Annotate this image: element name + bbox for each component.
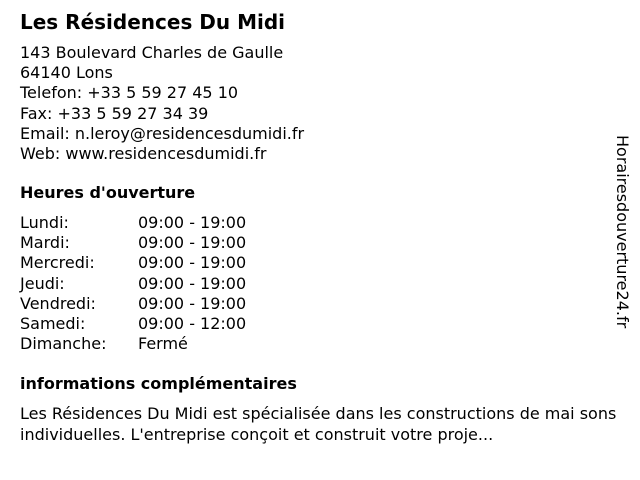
hours-row-wednesday bbox=[20, 253, 246, 273]
additional-info-heading: informations complémentaires bbox=[20, 374, 297, 393]
phone-number[interactable]: +33 5 59 27 45 10 bbox=[87, 83, 239, 103]
hours-row-friday bbox=[20, 294, 246, 314]
email-label: Email: bbox=[20, 123, 70, 143]
fax-line bbox=[20, 104, 304, 124]
hours-time: 09:00 - 19:00 bbox=[138, 253, 247, 273]
website-link[interactable]: www.residencesdumidi.fr bbox=[65, 144, 267, 164]
hours-row-thursday bbox=[20, 274, 246, 294]
hours-row-saturday bbox=[20, 314, 246, 334]
phone-label: Telefon: bbox=[20, 83, 83, 103]
hours-day: Vendredi: bbox=[20, 293, 96, 313]
hours-day: Mercredi: bbox=[20, 253, 95, 273]
hours-day: Jeudi: bbox=[20, 273, 65, 293]
hours-time: 09:00 - 19:00 bbox=[138, 213, 247, 232]
hours-day: Samedi: bbox=[20, 314, 86, 334]
address-city: 64140 Lons bbox=[20, 63, 113, 83]
hours-day: Dimanche: bbox=[20, 334, 107, 354]
hours-day: Mardi: bbox=[20, 233, 70, 253]
business-name: Les Résidences Du Midi bbox=[20, 10, 286, 34]
contact-info bbox=[20, 43, 304, 164]
hours-row-tuesday bbox=[20, 233, 246, 253]
hours-row-monday bbox=[20, 213, 246, 233]
business-description: Les Résidences Du Midi est spécialisée dans les constructions de mai sons individuelles. L'entreprise conçoit et construit votre proje... bbox=[20, 404, 617, 444]
web-label: Web: bbox=[20, 144, 61, 164]
hours-time: 09:00 - 19:00 bbox=[138, 273, 247, 293]
site-watermark: Horairesdouverture24.fr bbox=[613, 135, 632, 329]
fax-label: Fax: bbox=[20, 103, 53, 123]
web-line bbox=[20, 144, 304, 164]
opening-hours-heading: Heures d'ouverture bbox=[20, 183, 196, 202]
address-street: 143 Boulevard Charles de Gaulle bbox=[20, 43, 284, 62]
hours-time: 09:00 - 19:00 bbox=[138, 293, 247, 313]
hours-row-sunday bbox=[20, 334, 246, 354]
email-link[interactable]: n.leroy@residencesdumidi.fr bbox=[74, 123, 305, 143]
opening-hours-table bbox=[20, 213, 246, 354]
hours-time: 09:00 - 19:00 bbox=[138, 233, 247, 253]
hours-time: 09:00 - 12:00 bbox=[138, 314, 247, 334]
hours-time: Fermé bbox=[138, 334, 188, 354]
fax-number: +33 5 59 27 34 39 bbox=[57, 103, 209, 123]
email-line bbox=[20, 124, 304, 144]
hours-day: Lundi: bbox=[20, 213, 69, 232]
phone-line bbox=[20, 83, 304, 103]
